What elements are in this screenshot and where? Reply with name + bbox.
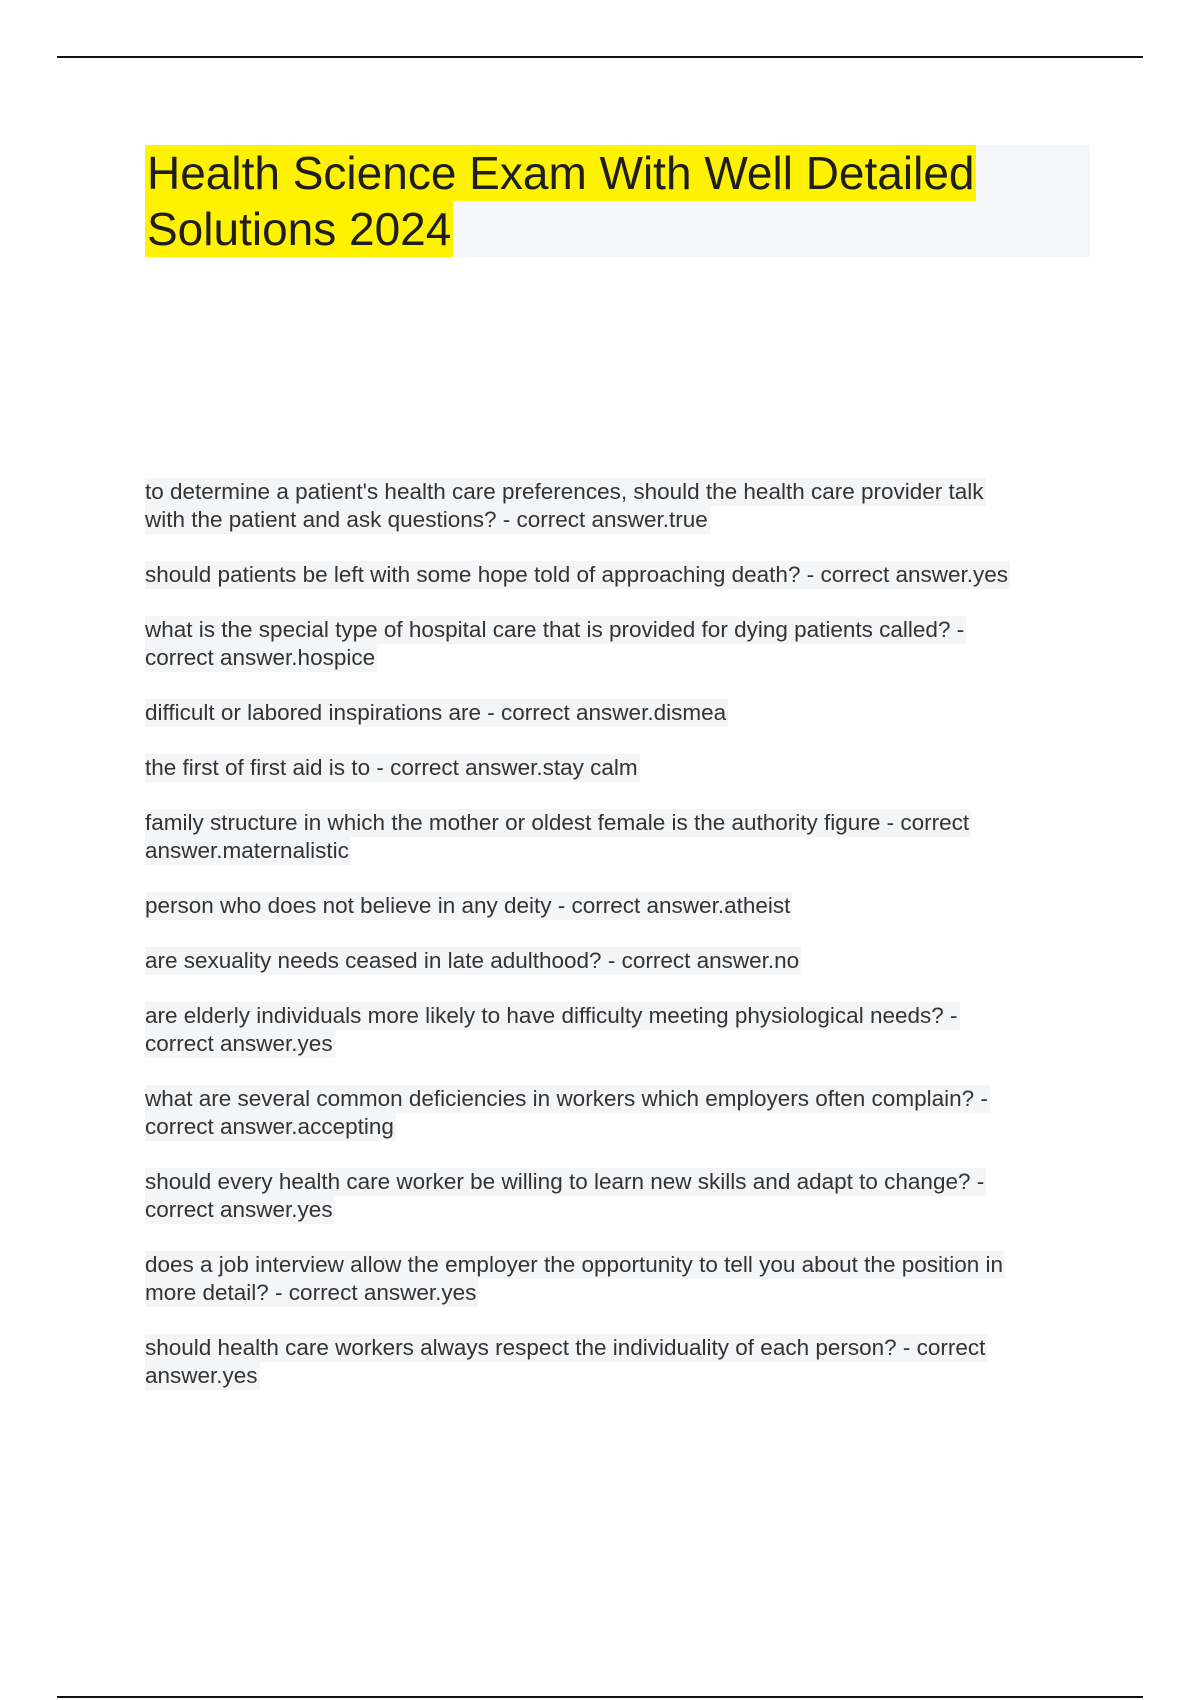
qa-item [145, 754, 1085, 782]
qa-line: more detail? - correct answer.yes [145, 1280, 477, 1305]
qa-line: should health care workers always respect the individuality of each person? - correct [145, 1335, 986, 1360]
qa-line: are sexuality needs ceased in late adulthood? - correct answer.no [145, 948, 800, 973]
qa-line: difficult or labored inspirations are - correct answer.dismea [145, 700, 727, 725]
qa-line: what is the special type of hospital care that is provided for dying patients called? - [145, 617, 965, 642]
qa-line: answer.yes [145, 1363, 258, 1388]
qa-line: answer.maternalistic [145, 838, 349, 863]
qa-line: person who does not believe in any deity - correct answer.atheist [145, 893, 791, 918]
qa-line: are elderly individuals more likely to have difficulty meeting physiological needs? - [145, 1003, 958, 1028]
qa-item [145, 947, 1085, 975]
qa-line: to determine a patient's health care preferences, should the health care provider talk [145, 479, 984, 504]
qa-item [145, 892, 1085, 920]
qa-line: family structure in which the mother or oldest female is the authority figure - correct [145, 810, 970, 835]
top-rule [57, 56, 1143, 58]
qa-line: what are several common deficiencies in workers which employers often complain? - [145, 1086, 988, 1111]
qa-item [145, 561, 1085, 589]
qa-item [145, 616, 1085, 672]
qa-item [145, 478, 1085, 534]
qa-item [145, 1168, 1085, 1224]
qa-list [145, 478, 1085, 1417]
qa-item [145, 1251, 1085, 1307]
qa-item [145, 1085, 1085, 1141]
qa-item [145, 809, 1085, 865]
qa-line: correct answer.yes [145, 1031, 333, 1056]
document-title [145, 145, 1090, 257]
qa-item [145, 699, 1085, 727]
qa-line: correct answer.hospice [145, 645, 376, 670]
qa-line: should every health care worker be willing to learn new skills and adapt to change? - [145, 1169, 985, 1194]
qa-line: correct answer.accepting [145, 1114, 394, 1139]
qa-line: does a job interview allow the employer the opportunity to tell you about the position in [145, 1252, 1004, 1277]
qa-line: with the patient and ask questions? - correct answer.true [145, 507, 708, 532]
qa-line: correct answer.yes [145, 1197, 333, 1222]
title-line-2: Solutions 2024 [147, 203, 452, 255]
qa-line: the first of first aid is to - correct answer.stay calm [145, 755, 638, 780]
qa-item [145, 1002, 1085, 1058]
qa-line: should patients be left with some hope told of approaching death? - correct answer.yes [145, 562, 1009, 587]
bottom-rule [57, 1696, 1143, 1698]
qa-item [145, 1334, 1085, 1390]
title-line-1: Health Science Exam With Well Detailed [147, 147, 975, 199]
